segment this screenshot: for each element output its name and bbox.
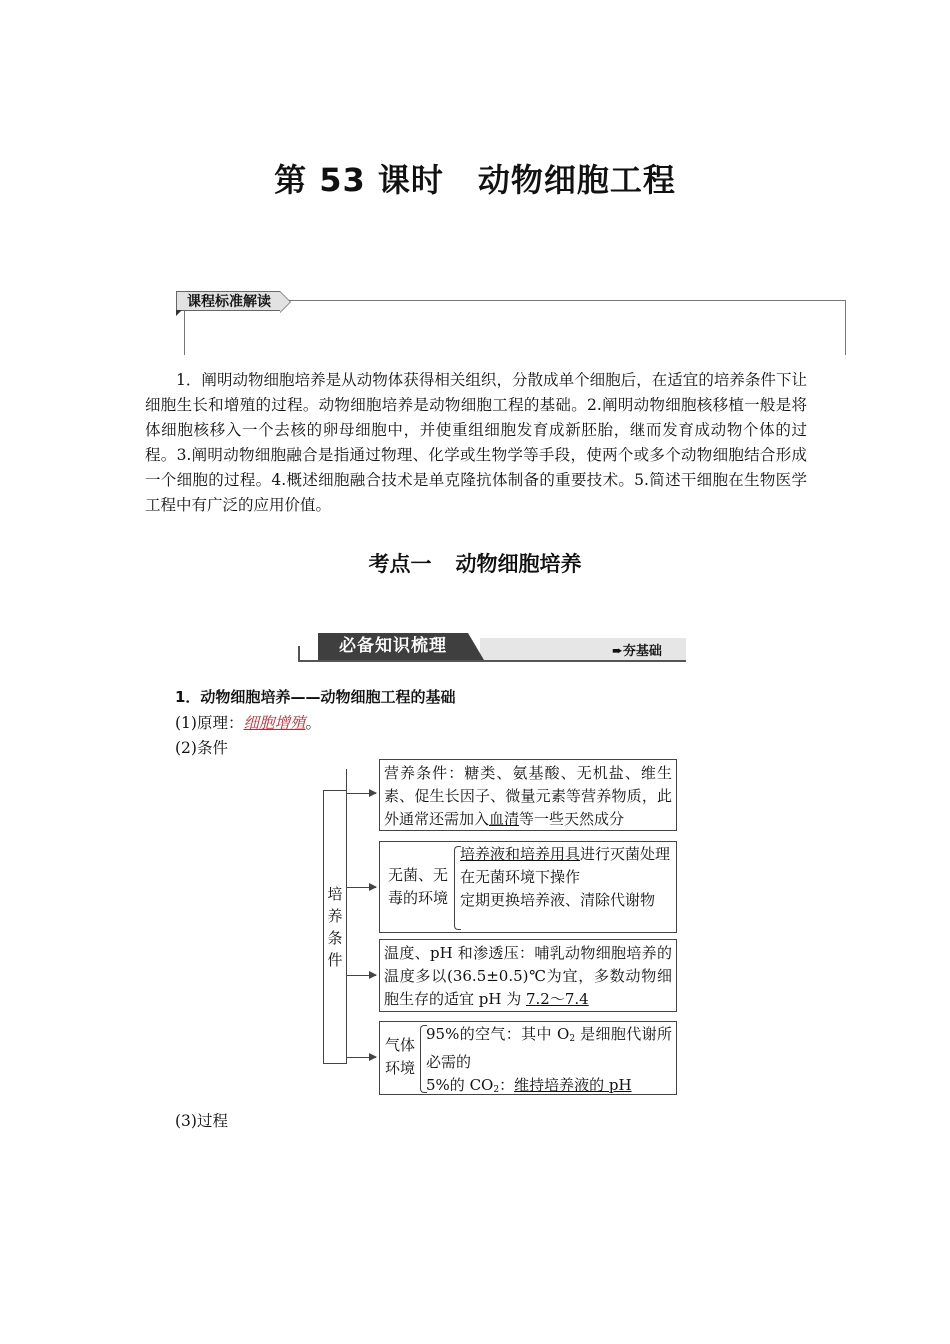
box4-line2 xyxy=(426,1074,672,1102)
principle-suffix: 。 xyxy=(305,714,321,732)
banner-tag: ➨夯基础 xyxy=(612,644,662,659)
box1-text: 营养条件：糖类、氨基酸、无机盐、维生素、促生长因子、微量元素等营养物质，此外通常还需加入 xyxy=(384,764,672,828)
box4-line1-sub: 2 xyxy=(569,1034,576,1044)
box2-line3: 定期更换培养液、清除代谢物 xyxy=(460,891,656,909)
box1-text-end: 等一些天然成分 xyxy=(519,810,625,828)
box4-line2-pre: 5%的 CO xyxy=(426,1076,494,1094)
box4-line1-pre: 95%的空气：其中 O xyxy=(426,1025,570,1043)
box2-line1-post: 进行灭菌处理 xyxy=(580,845,671,863)
arrow-4 xyxy=(346,1057,376,1058)
standard-text xyxy=(145,368,807,518)
banner-line xyxy=(298,660,686,662)
box1-answer: 血清 xyxy=(489,810,520,828)
box-gas xyxy=(379,1021,677,1095)
section-label: 考点一 xyxy=(368,552,432,576)
banner-heading: 必备知识梳理 xyxy=(318,633,468,660)
content-heading: 1．动物细胞培养——动物细胞工程的基础 xyxy=(175,688,456,706)
arrow-1 xyxy=(346,793,376,794)
box2-label: 无菌、无毒的环境 xyxy=(387,866,448,907)
box-temperature xyxy=(379,939,677,1012)
box3-text: 温度、pH 和渗透压：哺乳动物细胞培养的温度多以(36.5±0.5)℃为宜，多数动物细胞生存的适宜 pH 为 xyxy=(384,944,672,1008)
arrow-2 xyxy=(346,887,376,888)
principle-prefix: (1)原理： xyxy=(175,714,244,732)
box4-line1-post: 是细胞代谢所必需的 xyxy=(426,1025,672,1071)
side-label-text: 培养条件 xyxy=(327,885,343,969)
banner-left-tick xyxy=(298,646,300,662)
standard-tab-label: 课程标准解读 xyxy=(187,294,271,310)
box-nutrition xyxy=(379,759,677,831)
section-title xyxy=(0,548,950,578)
box4-line2-mid: ： xyxy=(499,1076,515,1094)
arrow-3 xyxy=(346,975,376,976)
conditions-line: (2)条件 xyxy=(175,739,228,757)
standard-paragraph: 1．阐明动物细胞培养是从动物体获得相关组织，分散成单个细胞后，在适宜的培养条件下让细胞生长和增殖的过程。动物细胞培养是动物细胞工程的基础。2.阐明动物细胞核移植一般是将体细胞核移入一个去核的卵母细胞中，并使重组细胞发育成新胚胎，继而发育成动物个体的过程。3.阐明动物细胞融合是指通过物理、化学或生物学等手段，使两个或多个动物细胞结合形成一个细胞的过程。4.概述细胞融合技术是单克隆抗体制备的重要技术。5.简述干细胞在生物医学工程中有广泛的应用价值。 xyxy=(145,371,807,514)
section-name: 动物细胞培养 xyxy=(455,552,582,576)
principle-answer: 细胞增殖 xyxy=(243,714,306,732)
box2-lines xyxy=(460,843,672,912)
standard-tab xyxy=(176,291,280,311)
box-sterile xyxy=(379,841,677,933)
box4-line1 xyxy=(426,1023,672,1074)
box4-lines xyxy=(426,1023,672,1102)
box2-line1-ans: 培养液和培养用具 xyxy=(460,845,581,863)
page-title xyxy=(0,155,950,201)
box3-answer: 7.2～7.4 xyxy=(526,990,589,1008)
lesson-number: 第 53 课时 xyxy=(274,161,444,199)
box4-line2-sub: 2 xyxy=(493,1085,500,1095)
box4-label: 气体环境 xyxy=(384,1036,415,1077)
box2-line2: 在无菌环境下操作 xyxy=(460,868,581,886)
box2-line1 xyxy=(460,843,672,866)
principle-line xyxy=(175,711,321,733)
lesson-topic: 动物细胞工程 xyxy=(477,161,676,199)
process-line: (3)过程 xyxy=(175,1112,228,1130)
diagram-side-label xyxy=(323,790,347,1064)
box4-line2-ans: 维持培养液的 pH xyxy=(514,1076,632,1094)
diagram-connector xyxy=(346,769,347,1057)
